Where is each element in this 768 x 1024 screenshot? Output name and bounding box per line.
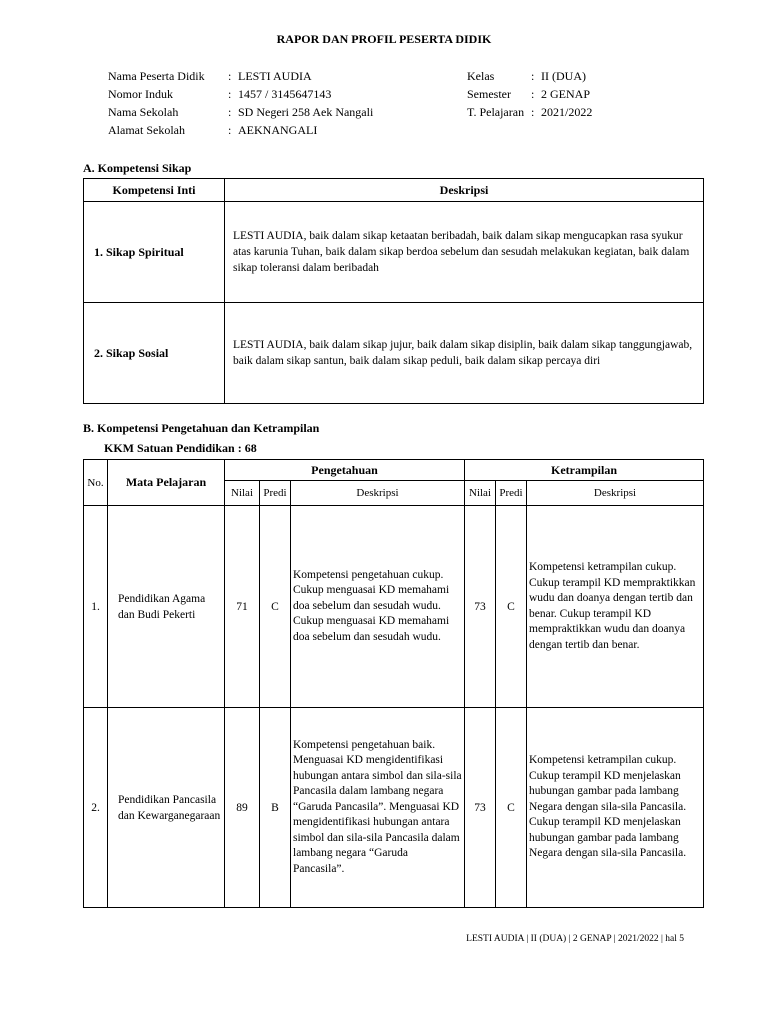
pengetahuan-nilai: 71	[225, 506, 260, 708]
info-separator: :	[531, 87, 535, 101]
info-value: 1457 / 3145647143	[238, 87, 332, 101]
header-nilai: Nilai	[465, 481, 496, 506]
ketrampilan-predikat: C	[496, 708, 527, 908]
info-separator: :	[228, 105, 232, 119]
pengetahuan-deskripsi: Kompetensi pengetahuan cukup. Cukup menguasai KD memahami doa sebelum dan sesudah wudu. Cukup menguasai KD memahami doa sebelum dan sesudah wudu.	[291, 506, 465, 708]
header-nilai: Nilai	[225, 481, 260, 506]
info-row-kelas	[467, 67, 592, 85]
mata-pelajaran-cell: Pendidikan Pancasila dan Kewarganegaraan	[108, 708, 225, 908]
info-label: T. Pelajaran	[467, 105, 525, 119]
header-mata-pelajaran: Mata Pelajaran	[108, 460, 225, 506]
info-separator: :	[531, 105, 535, 119]
kompetensi-inti-cell: 2. Sikap Sosial	[84, 303, 225, 404]
page-footer: LESTI AUDIA | II (DUA) | 2 GENAP | 2021/2022 | hal 5	[466, 934, 684, 944]
section-b-title: B. Kompetensi Pengetahuan dan Ketrampilan	[83, 421, 320, 435]
ketrampilan-predikat: C	[496, 506, 527, 708]
info-label: Kelas	[467, 69, 495, 83]
deskripsi-cell: LESTI AUDIA, baik dalam sikap jujur, baik dalam sikap disiplin, baik dalam sikap tanggungjawab, baik dalam sikap santun, baik dalam sikap peduli, baik dalam sikap percaya diri	[225, 303, 704, 404]
table-row	[84, 708, 704, 908]
header-deskripsi: Deskripsi	[527, 481, 704, 506]
table-header-row	[84, 179, 704, 202]
table-header-row	[84, 460, 704, 481]
table-row	[84, 202, 704, 303]
pengetahuan-deskripsi: Kompetensi pengetahuan baik. Menguasai KD mengidentifikasi hubungan antara simbol dan sila-sila Pancasila dalam lambang negara “Garuda Pancasila”. Menguasai KD mengidentifikasi hubungan antara simbol dan sila-sila Pancasila dalam lambang negara “Garuda Pancasila”.	[291, 708, 465, 908]
header-predi: Predi	[260, 481, 291, 506]
kompetensi-inti-cell: 1. Sikap Spiritual	[84, 202, 225, 303]
kkm-label: KKM Satuan Pendidikan : 68	[104, 441, 257, 455]
info-label: Semester	[467, 87, 511, 101]
row-number: 2.	[84, 708, 108, 908]
ketrampilan-deskripsi: Kompetensi ketrampilan cukup. Cukup terampil KD menjelaskan hubungan gambar pada lambang Negara dengan sila-sila Pancasila. Cukup terampil KD menjelaskan hubungan gambar pada lambang Negara dengan sila-sila Pancasila.	[527, 708, 704, 908]
info-separator: :	[228, 87, 232, 101]
info-value: SD Negeri 258 Aek Nangali	[238, 105, 374, 119]
info-separator: :	[228, 69, 232, 83]
page-title: RAPOR DAN PROFIL PESERTA DIDIK	[276, 32, 492, 46]
kompetensi-sikap-table	[83, 178, 704, 404]
ketrampilan-nilai: 73	[465, 506, 496, 708]
pengetahuan-predikat: B	[260, 708, 291, 908]
ketrampilan-nilai: 73	[465, 708, 496, 908]
section-a-title: A. Kompetensi Sikap	[83, 161, 192, 175]
header-deskripsi: Deskripsi	[291, 481, 465, 506]
info-value: AEKNANGALI	[238, 123, 318, 137]
header-kompetensi-inti: Kompetensi Inti	[84, 179, 225, 202]
mata-pelajaran-cell: Pendidikan Agama dan Budi Pekerti	[108, 506, 225, 708]
row-number: 1.	[84, 506, 108, 708]
ketrampilan-deskripsi: Kompetensi ketrampilan cukup. Cukup terampil KD mempraktikkan wudu dan doanya dengan tertib dan benar. Cukup terampil KD mempraktikkan wudu dan doanya dengan tertib dan benar.	[527, 506, 704, 708]
student-info-left	[108, 67, 373, 139]
info-value: 2021/2022	[541, 105, 593, 119]
info-row-alamat	[108, 121, 373, 139]
table-row	[84, 303, 704, 404]
info-row-nama	[108, 67, 373, 85]
header-pengetahuan: Pengetahuan	[225, 460, 465, 481]
info-separator: :	[228, 123, 232, 137]
header-deskripsi: Deskripsi	[225, 179, 704, 202]
info-value: 2 GENAP	[541, 87, 591, 101]
info-label: Nama Peserta Didik	[108, 69, 205, 83]
pengetahuan-predikat: C	[260, 506, 291, 708]
info-separator: :	[531, 69, 535, 83]
header-no: No.	[84, 460, 108, 506]
kompetensi-pengetahuan-table	[83, 459, 704, 908]
info-row-sekolah	[108, 103, 373, 121]
info-label: Alamat Sekolah	[108, 123, 185, 137]
info-row-semester	[467, 85, 592, 103]
info-value: II (DUA)	[541, 69, 586, 83]
header-ketrampilan: Ketrampilan	[465, 460, 704, 481]
header-predi: Predi	[496, 481, 527, 506]
student-info-right	[467, 67, 592, 121]
info-value: LESTI AUDIA	[238, 69, 312, 83]
deskripsi-cell: LESTI AUDIA, baik dalam sikap ketaatan beribadah, baik dalam sikap mengucapkan rasa syukur atas karunia Tuhan, baik dalam sikap berdoa sebelum dan sesudah melakukan kegiatan, baik dalam sikap toleransi dalam beribadah	[225, 202, 704, 303]
info-label: Nomor Induk	[108, 87, 173, 101]
info-row-tahun-pelajaran	[467, 103, 592, 121]
table-row	[84, 506, 704, 708]
info-row-nomor-induk	[108, 85, 373, 103]
info-label: Nama Sekolah	[108, 105, 179, 119]
pengetahuan-nilai: 89	[225, 708, 260, 908]
